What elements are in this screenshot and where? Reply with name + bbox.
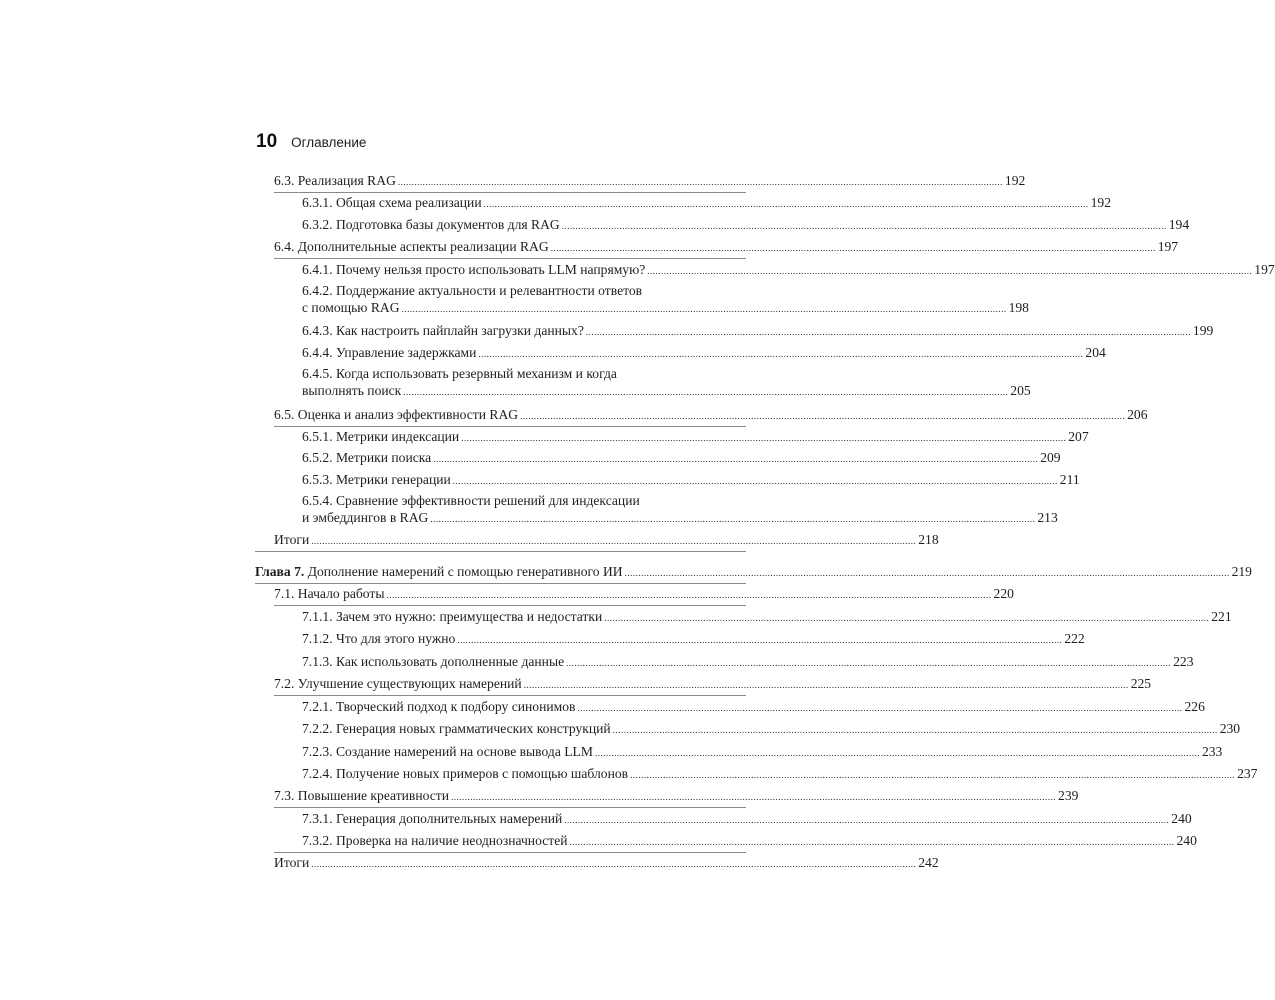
- toc-entry-label: 7.3. Повышение креативности: [274, 788, 450, 803]
- toc-entry-page: 221: [1211, 609, 1232, 624]
- toc-entry-6-5-4[interactable]: [255, 492, 1058, 528]
- toc-entry-6-3-1[interactable]: [255, 194, 1111, 213]
- section-divider: [274, 695, 746, 696]
- toc-entry-7-1-2[interactable]: [255, 630, 1085, 649]
- toc-entry-6-5-3[interactable]: [255, 471, 1080, 490]
- toc-entry-7-3-2[interactable]: [255, 832, 1197, 851]
- section-divider: [274, 852, 746, 853]
- dot-leader: ............................................................................................................................................................................................................................: [577, 703, 1183, 713]
- toc-entry-page: 226: [1184, 699, 1205, 714]
- toc-entry-label: Дополнение намерений с помощью генеративного ИИ: [307, 564, 623, 579]
- toc-entry-label: 7.1.1. Зачем это нужно: преимущества и недостатки: [302, 609, 603, 624]
- toc-entry-label: 6.4.1. Почему нельзя просто использовать LLM напрямую?: [302, 262, 646, 277]
- toc-entry-page: 198: [1008, 300, 1029, 315]
- toc-entry-6-3[interactable]: [255, 172, 1026, 191]
- toc-entry-label: 7.2.2. Генерация новых грамматических конструкций: [302, 721, 611, 736]
- dot-leader: ............................................................................................................................................................................................................................: [604, 613, 1210, 623]
- toc-entry-label: Итоги: [274, 855, 310, 870]
- toc-entry-6-4-2[interactable]: [255, 282, 1029, 318]
- dot-leader: ............................................................................................................................................................................................................................: [461, 433, 1067, 443]
- page-header: [256, 131, 366, 153]
- toc-entry-page: 194: [1168, 217, 1190, 232]
- toc-entry-6-4-5[interactable]: [255, 365, 1031, 401]
- toc-entry-label: выполнять поиск: [302, 383, 402, 398]
- dot-leader: ............................................................................................................................................................................................................................: [647, 266, 1253, 276]
- toc-entry-page: 192: [1090, 195, 1111, 210]
- toc-entry-label: 6.3.1. Общая схема реализации: [302, 195, 482, 210]
- toc-entry-page: 237: [1237, 766, 1258, 781]
- section-divider: [274, 426, 746, 427]
- toc-entry-page: 204: [1085, 345, 1106, 360]
- toc-entry-7-2[interactable]: [255, 675, 1152, 694]
- dot-leader: ............................................................................................................................................................................................................................: [630, 770, 1236, 780]
- toc-entry-7-2-4[interactable]: [255, 765, 1258, 784]
- toc-entry-6-5-1[interactable]: [255, 428, 1089, 447]
- dot-leader: ............................................................................................................................................................................................................................: [457, 635, 1063, 645]
- toc-entry-page: 220: [993, 586, 1014, 601]
- toc-entry-label: 6.5.1. Метрики индексации: [302, 429, 460, 444]
- toc-entry-label: 6.4. Дополнительные аспекты реализации RAG: [274, 239, 549, 254]
- toc-entry-6-4-1[interactable]: [255, 261, 1275, 280]
- toc-entry-label: 7.2.1. Творческий подход к подбору синонимов: [302, 699, 576, 714]
- toc-entry-page: 242: [918, 855, 939, 870]
- section-divider: [274, 192, 746, 193]
- toc-entry-page: 207: [1068, 429, 1089, 444]
- dot-leader: ............................................................................................................................................................................................................................: [550, 243, 1156, 253]
- toc-entry-6-5-2[interactable]: [255, 449, 1061, 468]
- toc-entry-page: 223: [1173, 654, 1194, 669]
- dot-leader: ............................................................................................................................................................................................................................: [433, 454, 1039, 464]
- toc-entry-7-2-3[interactable]: [255, 743, 1223, 762]
- toc-entry-6-5[interactable]: [255, 406, 1148, 425]
- toc-entry-label: 6.5. Оценка и анализ эффективности RAG: [274, 407, 519, 422]
- toc-entry-label: 7.3.2. Проверка на наличие неоднозначностей: [302, 833, 568, 848]
- toc-entry-label-line1: 6.4.2. Поддержание актуальности и релевантности ответов: [302, 283, 643, 298]
- toc-entry-label: 6.4.3. Как настроить пайплайн загрузки данных?: [302, 323, 584, 338]
- toc-entry-7-1-3[interactable]: [255, 653, 1194, 672]
- toc-entry-page: 219: [1231, 564, 1252, 579]
- toc-entry-label: Итоги: [274, 532, 310, 547]
- toc-entry-label: 7.3.1. Генерация дополнительных намерений: [302, 811, 563, 826]
- section-divider: [274, 807, 746, 808]
- dot-leader: ............................................................................................................................................................................................................................: [561, 221, 1167, 231]
- toc-entry-page: 230: [1219, 721, 1241, 736]
- dot-leader: ............................................................................................................................................................................................................................: [483, 199, 1089, 209]
- toc-entry-label: с помощью RAG: [302, 300, 400, 315]
- section-divider: [255, 583, 746, 584]
- toc-entry-label: 6.3. Реализация RAG: [274, 173, 396, 188]
- toc-entry-label: и эмбеддингов в RAG: [302, 510, 429, 525]
- toc-entry-6-4[interactable]: [255, 238, 1179, 257]
- toc-entry-label: 7.1.3. Как использовать дополненные данные: [302, 654, 565, 669]
- toc-entry-label-line1: 6.4.5. Когда использовать резервный механизм и когда: [302, 366, 617, 381]
- toc-entry-7-3[interactable]: [255, 787, 1079, 806]
- section-divider: [274, 258, 746, 259]
- toc-entry-7-2-2[interactable]: [255, 720, 1241, 739]
- toc-entry-page: 199: [1192, 323, 1214, 338]
- dot-leader: ............................................................................................................................................................................................................................: [585, 327, 1191, 337]
- toc-entry-page: 197: [1254, 262, 1275, 277]
- toc-entry-label: 6.3.2. Подготовка базы документов для RAG: [302, 217, 560, 232]
- toc-entry-page: 209: [1040, 450, 1061, 465]
- dot-leader: ............................................................................................................................................................................................................................: [520, 411, 1126, 421]
- dot-leader: ............................................................................................................................................................................................................................: [397, 177, 1003, 187]
- dot-leader: ............................................................................................................................................................................................................................: [386, 590, 992, 600]
- toc-entry-6-4-4[interactable]: [255, 344, 1106, 363]
- toc-entry-7-3-1[interactable]: [255, 810, 1192, 829]
- toc-entry-page: 205: [1010, 383, 1031, 398]
- dot-leader: ............................................................................................................................................................................................................................: [311, 859, 917, 869]
- chapter-label: Глава 7.: [255, 564, 305, 579]
- toc-entry-6-3-2[interactable]: [255, 216, 1190, 235]
- dot-leader: ............................................................................................................................................................................................................................: [430, 514, 1036, 524]
- toc-entry-page: 222: [1064, 631, 1085, 646]
- toc-entry-label: 7.1.2. Что для этого нужно: [302, 631, 456, 646]
- toc-entry-page: 211: [1059, 472, 1080, 487]
- toc-entry-page: 213: [1037, 510, 1058, 525]
- toc-entry-7-1[interactable]: [255, 585, 1014, 604]
- toc-entry-summary-6[interactable]: [255, 531, 939, 550]
- toc-entry-page: 240: [1171, 811, 1192, 826]
- toc-entry-page: 240: [1176, 833, 1197, 848]
- dot-leader: ............................................................................................................................................................................................................................: [403, 387, 1009, 397]
- dot-leader: ............................................................................................................................................................................................................................: [594, 748, 1200, 758]
- toc-entry-chapter-7[interactable]: [255, 563, 1252, 582]
- dot-leader: ............................................................................................................................................................................................................................: [401, 304, 1007, 314]
- toc-entry-label: 7.1. Начало работы: [274, 586, 385, 601]
- toc-entry-label: 7.2.4. Получение новых примеров с помощью шаблонов: [302, 766, 629, 781]
- dot-leader: ............................................................................................................................................................................................................................: [564, 815, 1170, 825]
- toc-entry-page: 192: [1004, 173, 1026, 188]
- toc-entry-page: 233: [1201, 744, 1223, 759]
- dot-leader: ............................................................................................................................................................................................................................: [451, 792, 1057, 802]
- toc-entry-label-line1: 6.5.4. Сравнение эффективности решений для индексации: [302, 493, 640, 508]
- toc-entry-label: 7.2.3. Создание намерений на основе вывода LLM: [302, 744, 593, 759]
- toc-entry-6-4-3[interactable]: [255, 322, 1214, 341]
- dot-leader: ............................................................................................................................................................................................................................: [569, 837, 1175, 847]
- dot-leader: ............................................................................................................................................................................................................................: [612, 725, 1218, 735]
- toc-entry-label: 6.5.3. Метрики генерации: [302, 472, 451, 487]
- toc-entry-7-2-1[interactable]: [255, 698, 1205, 717]
- toc-entry-label: 7.2. Улучшение существующих намерений: [274, 676, 522, 691]
- dot-leader: ............................................................................................................................................................................................................................: [624, 568, 1230, 578]
- dot-leader: ............................................................................................................................................................................................................................: [311, 536, 917, 546]
- toc-entry-label: 6.5.2. Метрики поиска: [302, 450, 432, 465]
- toc-entry-page: 225: [1130, 676, 1152, 691]
- section-divider: [274, 605, 746, 606]
- page-number: 10: [256, 131, 278, 152]
- toc-entry-label: 6.4.4. Управление задержками: [302, 345, 477, 360]
- toc-entry-page: 218: [918, 532, 939, 547]
- toc-entry-7-1-1[interactable]: [255, 608, 1232, 627]
- running-title: Оглавление: [291, 135, 367, 150]
- toc-entry-summary-7[interactable]: [255, 854, 939, 873]
- section-divider: [255, 551, 746, 552]
- dot-leader: ............................................................................................................................................................................................................................: [478, 349, 1084, 359]
- dot-leader: ............................................................................................................................................................................................................................: [566, 658, 1172, 668]
- toc-entry-page: 206: [1127, 407, 1148, 422]
- dot-leader: ............................................................................................................................................................................................................................: [452, 476, 1058, 486]
- toc-entry-page: 197: [1157, 239, 1179, 254]
- dot-leader: ............................................................................................................................................................................................................................: [523, 680, 1129, 690]
- toc-entry-page: 239: [1058, 788, 1079, 803]
